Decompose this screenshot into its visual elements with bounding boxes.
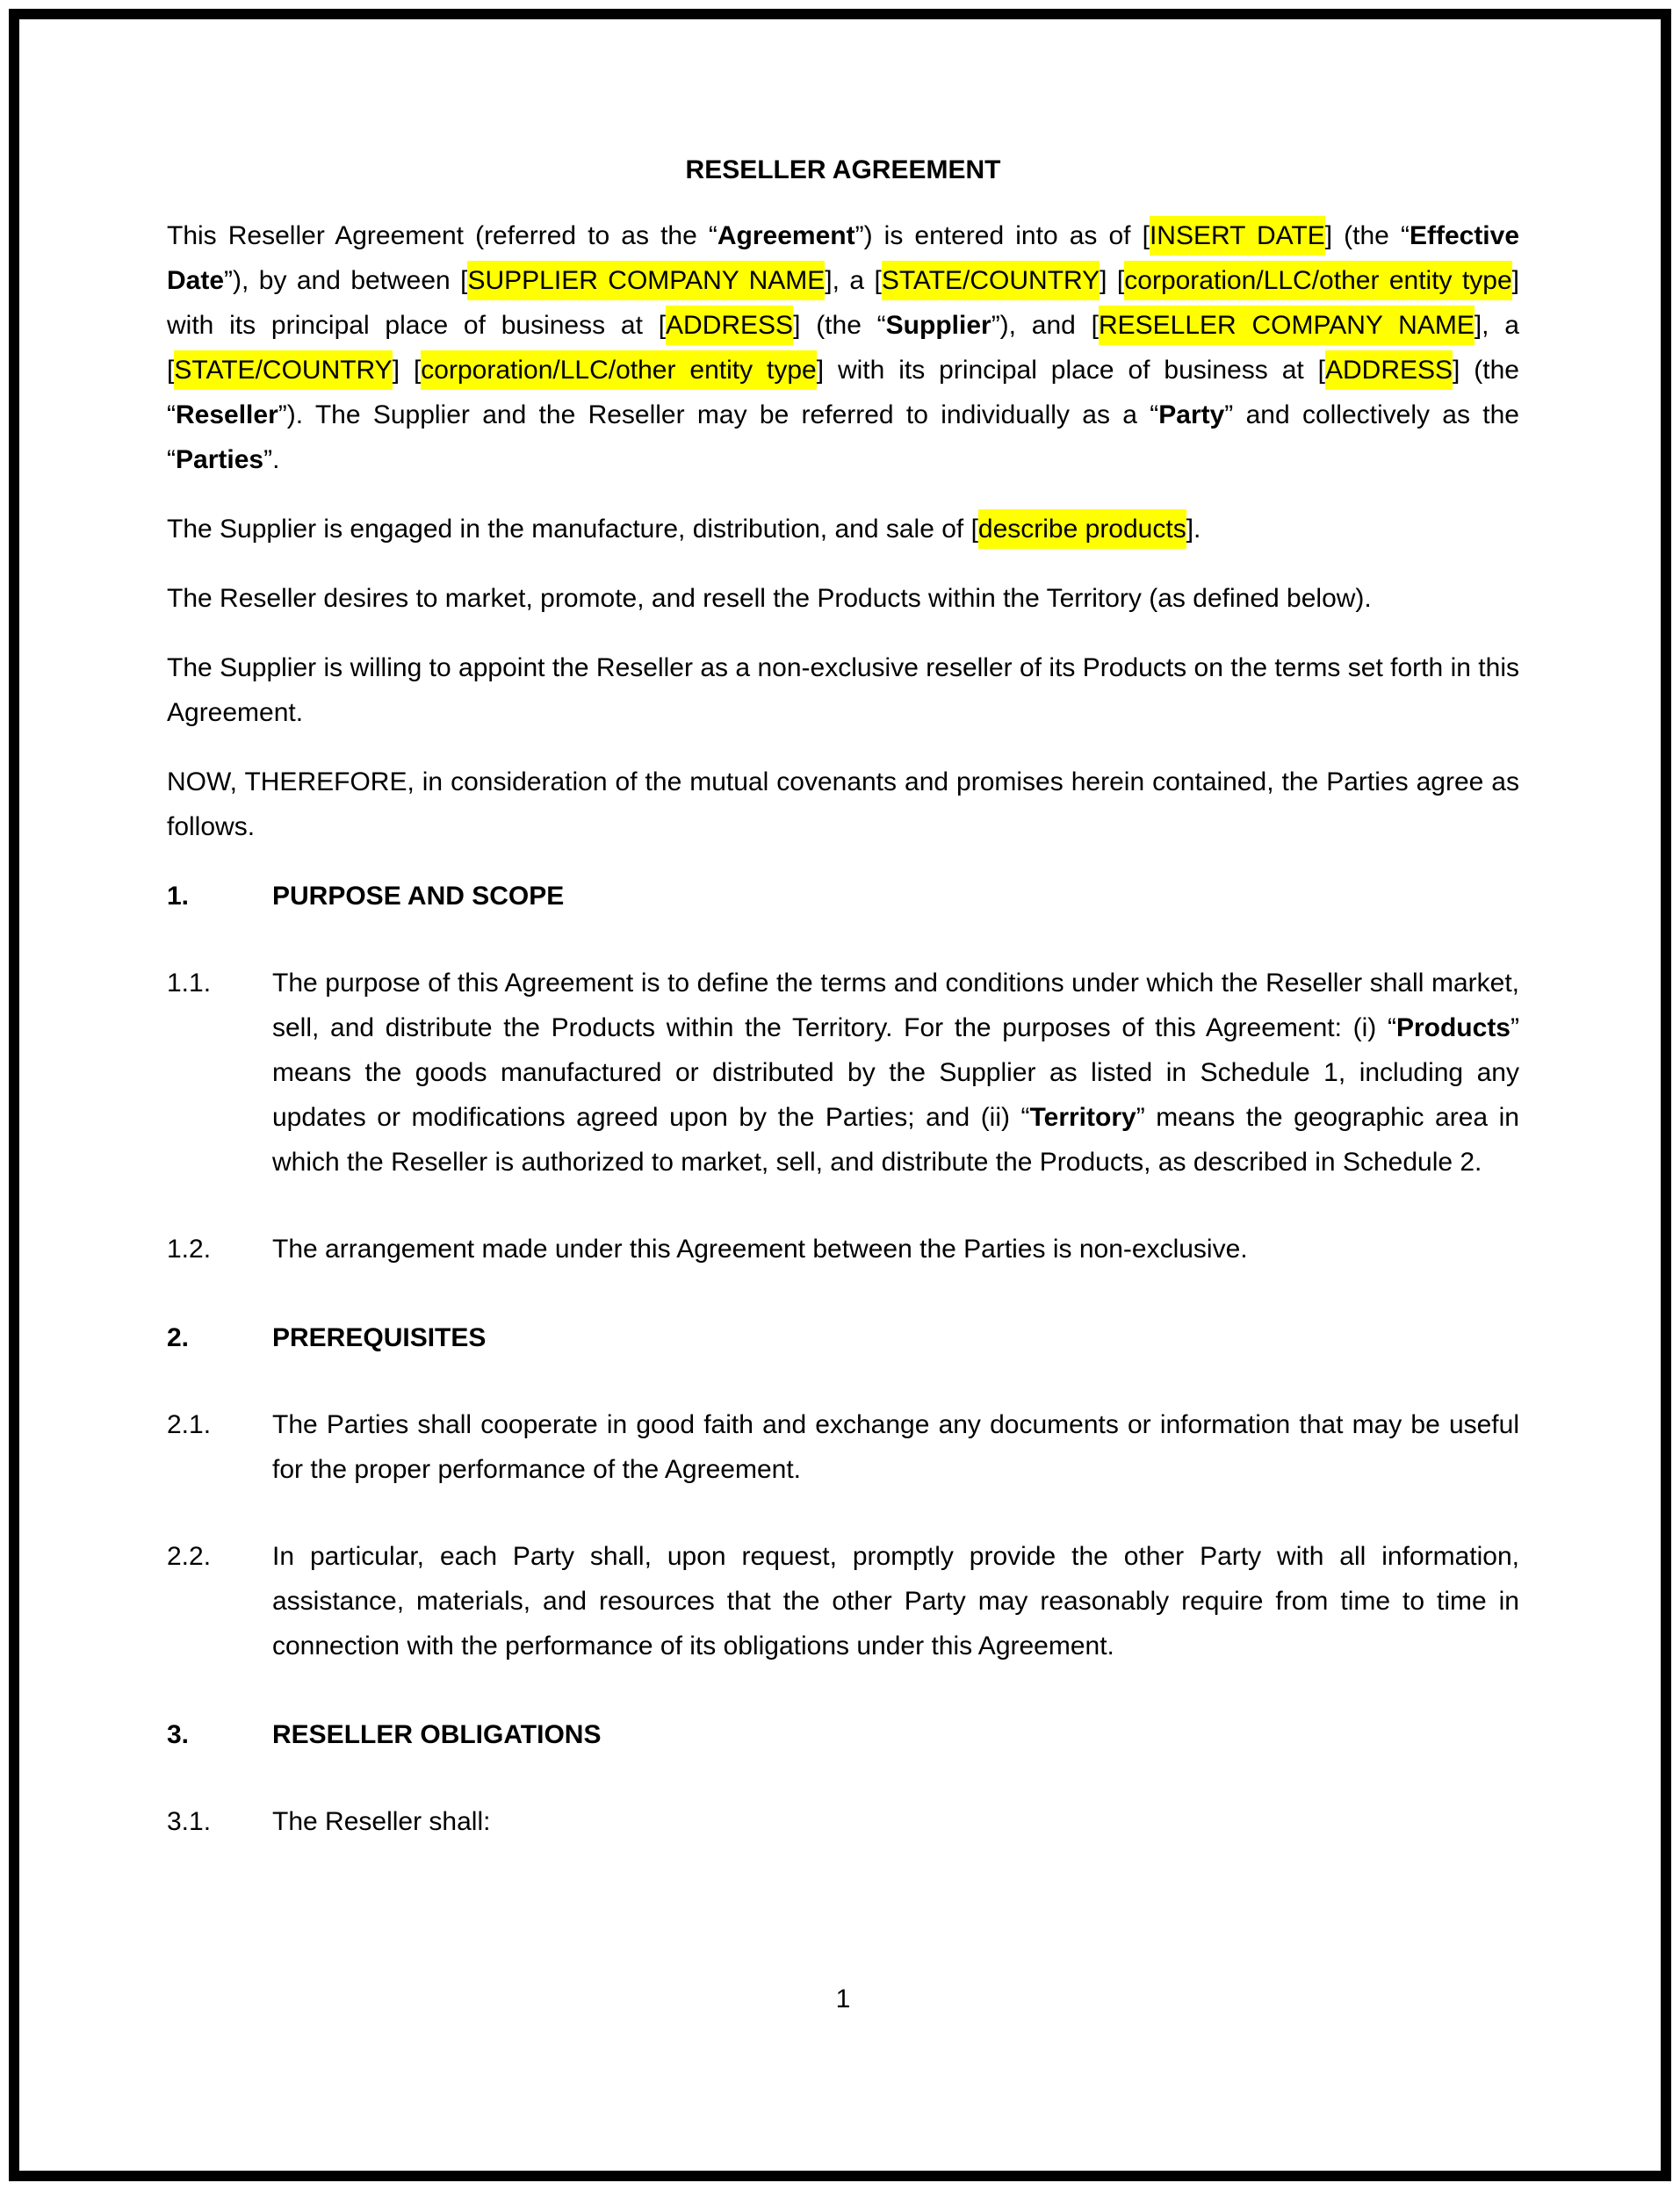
- text-segment: The arrangement made under this Agreement between the Parties is non-exclusive.: [272, 1235, 1248, 1264]
- placeholder-highlight: corporation/LLC/other entity type: [1124, 261, 1511, 300]
- text-segment: ] (the “: [793, 311, 886, 340]
- section-item-2-2: [167, 1534, 1519, 1668]
- text-segment: Territory: [1029, 1103, 1136, 1132]
- placeholder-highlight: RESELLER COMPANY NAME: [1099, 306, 1475, 345]
- text-segment: ” and collectively as the “: [167, 400, 1519, 474]
- section-item-3-1: [167, 1799, 1519, 1844]
- section-heading-purpose-and-scope: [167, 874, 1519, 919]
- text-segment: ] [: [1100, 266, 1125, 295]
- section-item-1-2: [167, 1227, 1519, 1271]
- text-segment: ”). The Supplier and the Reseller may be referred to individually as a “: [278, 400, 1159, 429]
- placeholder-highlight: SUPPLIER COMPANY NAME: [467, 261, 825, 300]
- text-segment: ”) is entered into as of [: [854, 221, 1150, 250]
- item-text: [272, 1402, 1519, 1492]
- document-title: RESELLER AGREEMENT: [685, 155, 1001, 184]
- section-heading-label: RESELLER OBLIGATIONS: [272, 1720, 602, 1749]
- text-segment: The Supplier is willing to appoint the Reseller as a non-exclusive reseller of its Products on the terms set forth in this Agreement.: [167, 653, 1519, 727]
- item-number: 1.2.: [167, 1235, 212, 1264]
- section-number: 1.: [167, 882, 190, 911]
- text-segment: ”), and [: [991, 311, 1099, 340]
- item-text: [272, 1227, 1519, 1271]
- placeholder-highlight: STATE/COUNTRY: [174, 350, 392, 390]
- item-number: 2.2.: [167, 1542, 212, 1571]
- item-text: [272, 1799, 1519, 1844]
- section-item-1-1: [167, 961, 1519, 1185]
- intro-paragraph-2: [167, 507, 1519, 551]
- intro-paragraph-5: [167, 760, 1519, 849]
- text-segment: Parties: [176, 445, 264, 474]
- section-heading-label: PURPOSE AND SCOPE: [272, 882, 565, 911]
- item-text: [272, 961, 1519, 1185]
- section-number: 2.: [167, 1323, 190, 1352]
- text-segment: ].: [1186, 515, 1201, 544]
- text-segment: The Supplier is engaged in the manufacture, distribution, and sale of [: [167, 515, 978, 544]
- section-heading-label: PREREQUISITES: [272, 1323, 487, 1352]
- text-segment: Effective Date: [167, 221, 1520, 295]
- text-segment: Party: [1158, 400, 1225, 429]
- text-segment: ] (the “: [1324, 221, 1410, 250]
- placeholder-highlight: describe products: [978, 509, 1186, 549]
- text-segment: ], a [: [167, 311, 1519, 385]
- text-segment: ] with its principal place of business at [: [167, 266, 1520, 340]
- placeholder-highlight: corporation/LLC/other entity type: [421, 350, 816, 390]
- placeholder-highlight: ADDRESS: [666, 306, 793, 345]
- text-segment: ”), by and between [: [224, 266, 468, 295]
- text-segment: This Reseller Agreement (referred to as the “: [167, 221, 717, 250]
- intro-paragraph-3: [167, 576, 1519, 621]
- text-segment: The Reseller desires to market, promote, and resell the Products within the Territory (as defined below).: [167, 584, 1372, 613]
- text-segment: ], a [: [825, 266, 882, 295]
- item-number: 1.1.: [167, 969, 212, 998]
- text-segment: ”.: [263, 445, 280, 474]
- page-number: 1: [835, 1985, 851, 2014]
- item-text: [272, 1534, 1519, 1668]
- intro-paragraph-1: [167, 213, 1519, 482]
- text-segment: ” means the goods manufactured or distributed by the Supplier as listed in Schedule 1, including any updates or modifications agreed upon by the Parties; and (ii) “: [272, 1013, 1519, 1132]
- page-footer: [167, 1977, 1519, 2021]
- text-segment: Products: [1395, 1013, 1511, 1042]
- placeholder-highlight: INSERT DATE: [1150, 216, 1325, 256]
- section-heading-prerequisites: [167, 1315, 1519, 1360]
- text-segment: NOW, THEREFORE, in consideration of the mutual covenants and promises herein contained, the Parties agree as follows.: [167, 767, 1519, 841]
- text-segment: ] (the “: [167, 356, 1519, 429]
- text-segment: Supplier: [885, 311, 991, 340]
- text-segment: The purpose of this Agreement is to define the terms and conditions under which the Reseller shall market, sell, and distribute the Products within the Territory. For the purposes of this Agreement: (i) “: [272, 969, 1519, 1042]
- text-segment: ” means the geographic area in which the Reseller is authorized to market, sell, and distribute the Products, as described in Schedule 2.: [272, 1103, 1519, 1177]
- text-segment: The Reseller shall:: [272, 1807, 491, 1836]
- placeholder-highlight: STATE/COUNTRY: [882, 261, 1100, 300]
- intro-paragraph-4: [167, 645, 1519, 735]
- text-segment: ] with its principal place of business at [: [816, 356, 1325, 385]
- placeholder-highlight: ADDRESS: [1325, 350, 1453, 390]
- item-number: 3.1.: [167, 1807, 212, 1836]
- text-segment: In particular, each Party shall, upon request, promptly provide the other Party with all information, assistance, materials, and resources that the other Party may reasonably require from time to time in connection with the performance of its obligations under this Agreement.: [272, 1542, 1519, 1661]
- text-segment: Reseller: [176, 400, 278, 429]
- text-segment: The Parties shall cooperate in good faith and exchange any documents or information that may be useful for the proper performance of the Agreement.: [272, 1410, 1519, 1484]
- text-segment: ] [: [392, 356, 422, 385]
- item-number: 2.1.: [167, 1410, 212, 1439]
- section-number: 3.: [167, 1720, 190, 1749]
- section-item-2-1: [167, 1402, 1519, 1492]
- section-heading-reseller-obligations: [167, 1712, 1519, 1757]
- text-segment: Agreement: [717, 221, 855, 250]
